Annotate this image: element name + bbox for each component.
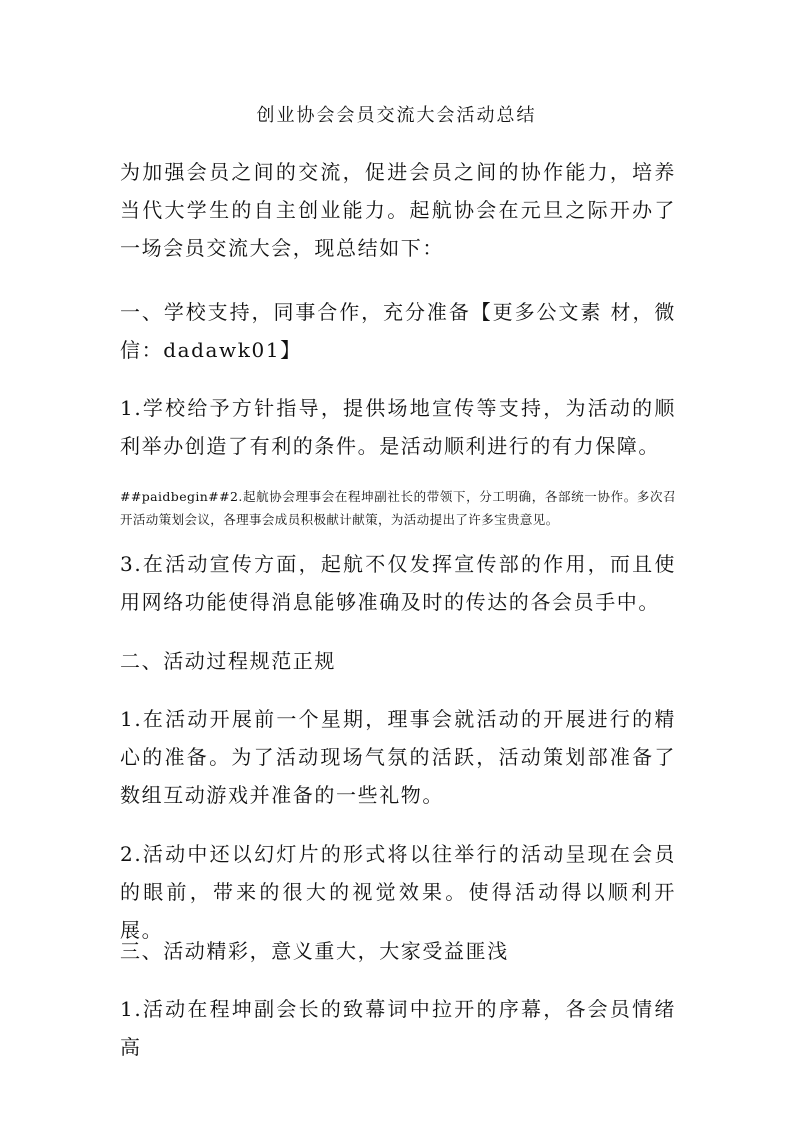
section-heading-2: 二、活动过程规范正规 — [120, 649, 336, 673]
section-heading-3: 三、活动精彩，意义重大，大家受益匪浅 — [120, 939, 509, 963]
intro-paragraph: 为加强会员之间的交流，促进会员之间的协作能力，培养当代大学生的自主创业能力。起航协会在元旦之际开办了一场会员交流大会，现总结如下： — [120, 160, 676, 260]
paragraph-1-1: 1.学校给予方针指导，提供场地宣传等支持，为活动的顺利举办创造了有利的条件。是活动顺利进行的有力保障。 — [120, 396, 676, 458]
paragraph-2-2: 2.活动中还以幻灯片的形式将以往举行的活动呈现在会员的眼前，带来的很大的视觉效果。使得活动得以顺利开展。 — [120, 842, 676, 942]
paragraph-3-1: 1.活动在程坤副会长的致幕词中拉开的序幕，各会员情绪高 — [120, 997, 676, 1059]
paragraph-1-2: ##paidbegin##2.起航协会理事会在程坤副社长的带领下，分工明确，各部统一协作。多次召开活动策划会议，各理事会成员积极献计献策，为活动提出了许多宝贵意见。 — [120, 489, 676, 527]
section-heading-1: 一、学校支持，同事合作，充分准备【更多公文素 材，微信：dadawk01】 — [120, 300, 676, 362]
document-title: 创业协会会员交流大会活动总结 — [256, 105, 537, 126]
paragraph-2-1: 1.在活动开展前一个星期，理事会就活动的开展进行的精心的准备。为了活动现场气氛的活跃，活动策划部准备了数组互动游戏并准备的一些礼物。 — [120, 707, 676, 807]
paragraph-1-3: 3.在活动宣传方面，起航不仅发挥宣传部的作用，而且使用网络功能使得消息能够准确及时的传达的各会员手中。 — [120, 552, 676, 614]
